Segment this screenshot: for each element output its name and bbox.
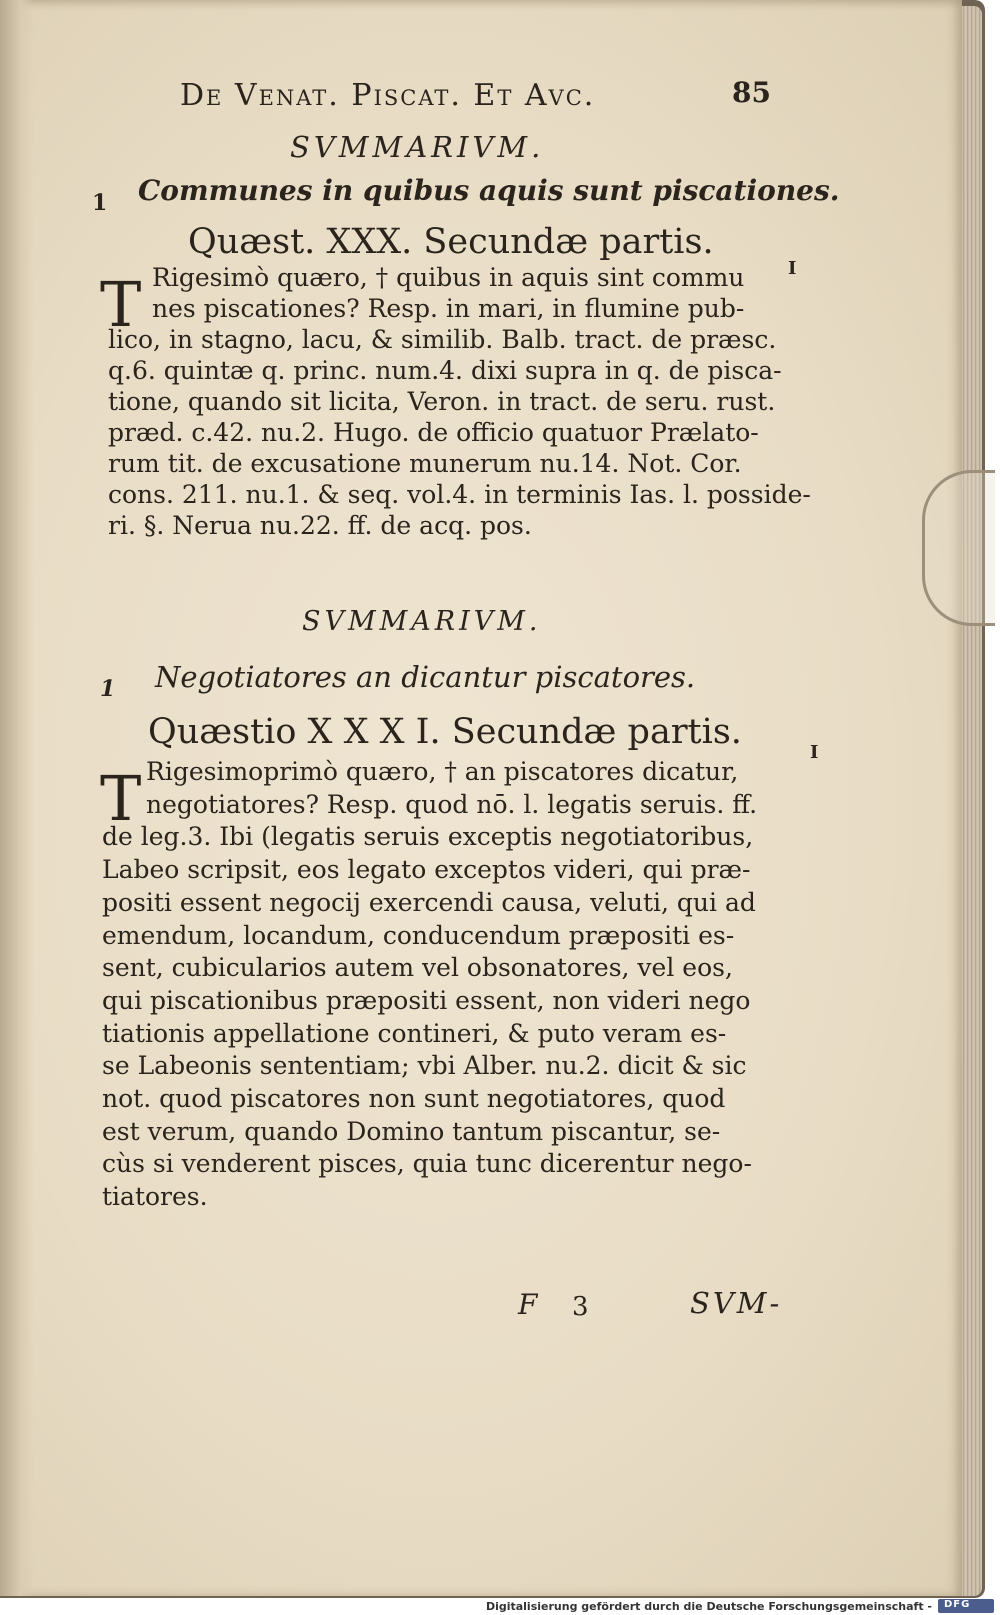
text-line: Labeo scripsit, eos legato exceptos videri, qui præ- bbox=[102, 855, 751, 885]
text-line: de leg.3. Ibi (legatis seruis exceptis negotiatoribus, bbox=[102, 822, 754, 852]
drop-cap-2: T bbox=[100, 762, 142, 835]
side-marker-2: I bbox=[810, 742, 819, 763]
text-line: nes piscationes? Resp. in mari, in flumine pub- bbox=[152, 294, 745, 323]
text-line: positi essent negocij exercendi causa, veluti, qui ad bbox=[102, 887, 756, 917]
text-line: cùs si venderent pisces, quia tunc dicerentur nego- bbox=[102, 1149, 752, 1179]
text-line: sent, cubicularios autem vel obsonatores, vel eos, bbox=[102, 953, 733, 983]
text-line: not. quod piscatores non sunt negotiatores, quod bbox=[102, 1084, 726, 1114]
text-line: q.6. quintæ q. princ. num.4. dixi supra in q. de pisca- bbox=[108, 356, 782, 385]
digitization-footer bbox=[0, 1598, 1000, 1615]
text-line: emendum, locandum, conducendum præpositi es- bbox=[102, 920, 735, 950]
summary-heading-1: SVMMARIVM. bbox=[290, 130, 545, 164]
funding-credit: Digitalisierung gefördert durch die Deutsche Forschungsgemeinschaft - bbox=[485, 1600, 932, 1613]
catchword: SVM- bbox=[690, 1286, 783, 1320]
signature-mark: F bbox=[518, 1288, 538, 1321]
summary-item-2: Negotiatores an dicantur piscatores. bbox=[155, 660, 696, 694]
text-line: Rigesimò quæro, † quibus in aquis sint commu bbox=[152, 263, 745, 292]
book-clasp bbox=[922, 470, 995, 626]
dfg-logo-text: DFG bbox=[944, 1599, 971, 1610]
text-line: cons. 211. nu.1. & seq. vol.4. in terminis Ias. l. posside- bbox=[108, 480, 811, 509]
text-line: rum tit. de excusatione munerum nu.14. Not. Cor. bbox=[108, 449, 742, 478]
question-title-31: Quæstio X X X I. Secundæ partis. bbox=[148, 712, 742, 752]
dfg-logo bbox=[938, 1599, 994, 1613]
signature-number: 3 bbox=[572, 1292, 589, 1322]
drop-cap-1: T bbox=[100, 268, 142, 341]
paragraph-question-31 bbox=[102, 756, 757, 1214]
text-line: est verum, quando Domino tantum piscantur, se- bbox=[102, 1116, 721, 1146]
page-gutter bbox=[0, 0, 34, 1596]
text-line: se Labeonis sententiam; vbi Alber. nu.2. dicit & sic bbox=[102, 1051, 747, 1081]
text-line: ri. §. Nerua nu.22. ff. de acq. pos. bbox=[108, 511, 532, 540]
text-line: tiatores. bbox=[102, 1182, 208, 1212]
text-line: tiationis appellatione contineri, & puto veram es- bbox=[102, 1018, 727, 1048]
text-line: præd. c.42. nu.2. Hugo. de officio quatuor Prælato- bbox=[108, 418, 759, 447]
side-marker-1: I bbox=[788, 258, 797, 279]
summary-item-1: Communes in quibus aquis sunt piscationes. bbox=[138, 174, 840, 207]
running-title: De Venat. Piscat. Et Avc. bbox=[180, 78, 596, 113]
margin-number-1: 1 bbox=[92, 190, 108, 216]
text-line: negotiatores? Resp. quod nō. l. legatis seruis. ff. bbox=[146, 789, 758, 819]
margin-number-2: 1 bbox=[100, 676, 116, 702]
text-line: qui piscationibus præpositi essent, non videri nego bbox=[102, 985, 751, 1015]
text-line: tione, quando sit licita, Veron. in tract. de seru. rust. bbox=[108, 387, 776, 416]
paragraph-question-30 bbox=[108, 262, 811, 541]
page-number: 85 bbox=[732, 76, 771, 109]
summary-heading-2: SVMMARIVM. bbox=[302, 606, 542, 637]
text-line: Rigesimoprimò quæro, † an piscatores dicatur, bbox=[146, 757, 739, 786]
question-title-30: Quæst. XXX. Secundæ partis. bbox=[188, 222, 714, 262]
text-line: lico, in stagno, lacu, & similib. Balb. tract. de præsc. bbox=[108, 325, 777, 354]
